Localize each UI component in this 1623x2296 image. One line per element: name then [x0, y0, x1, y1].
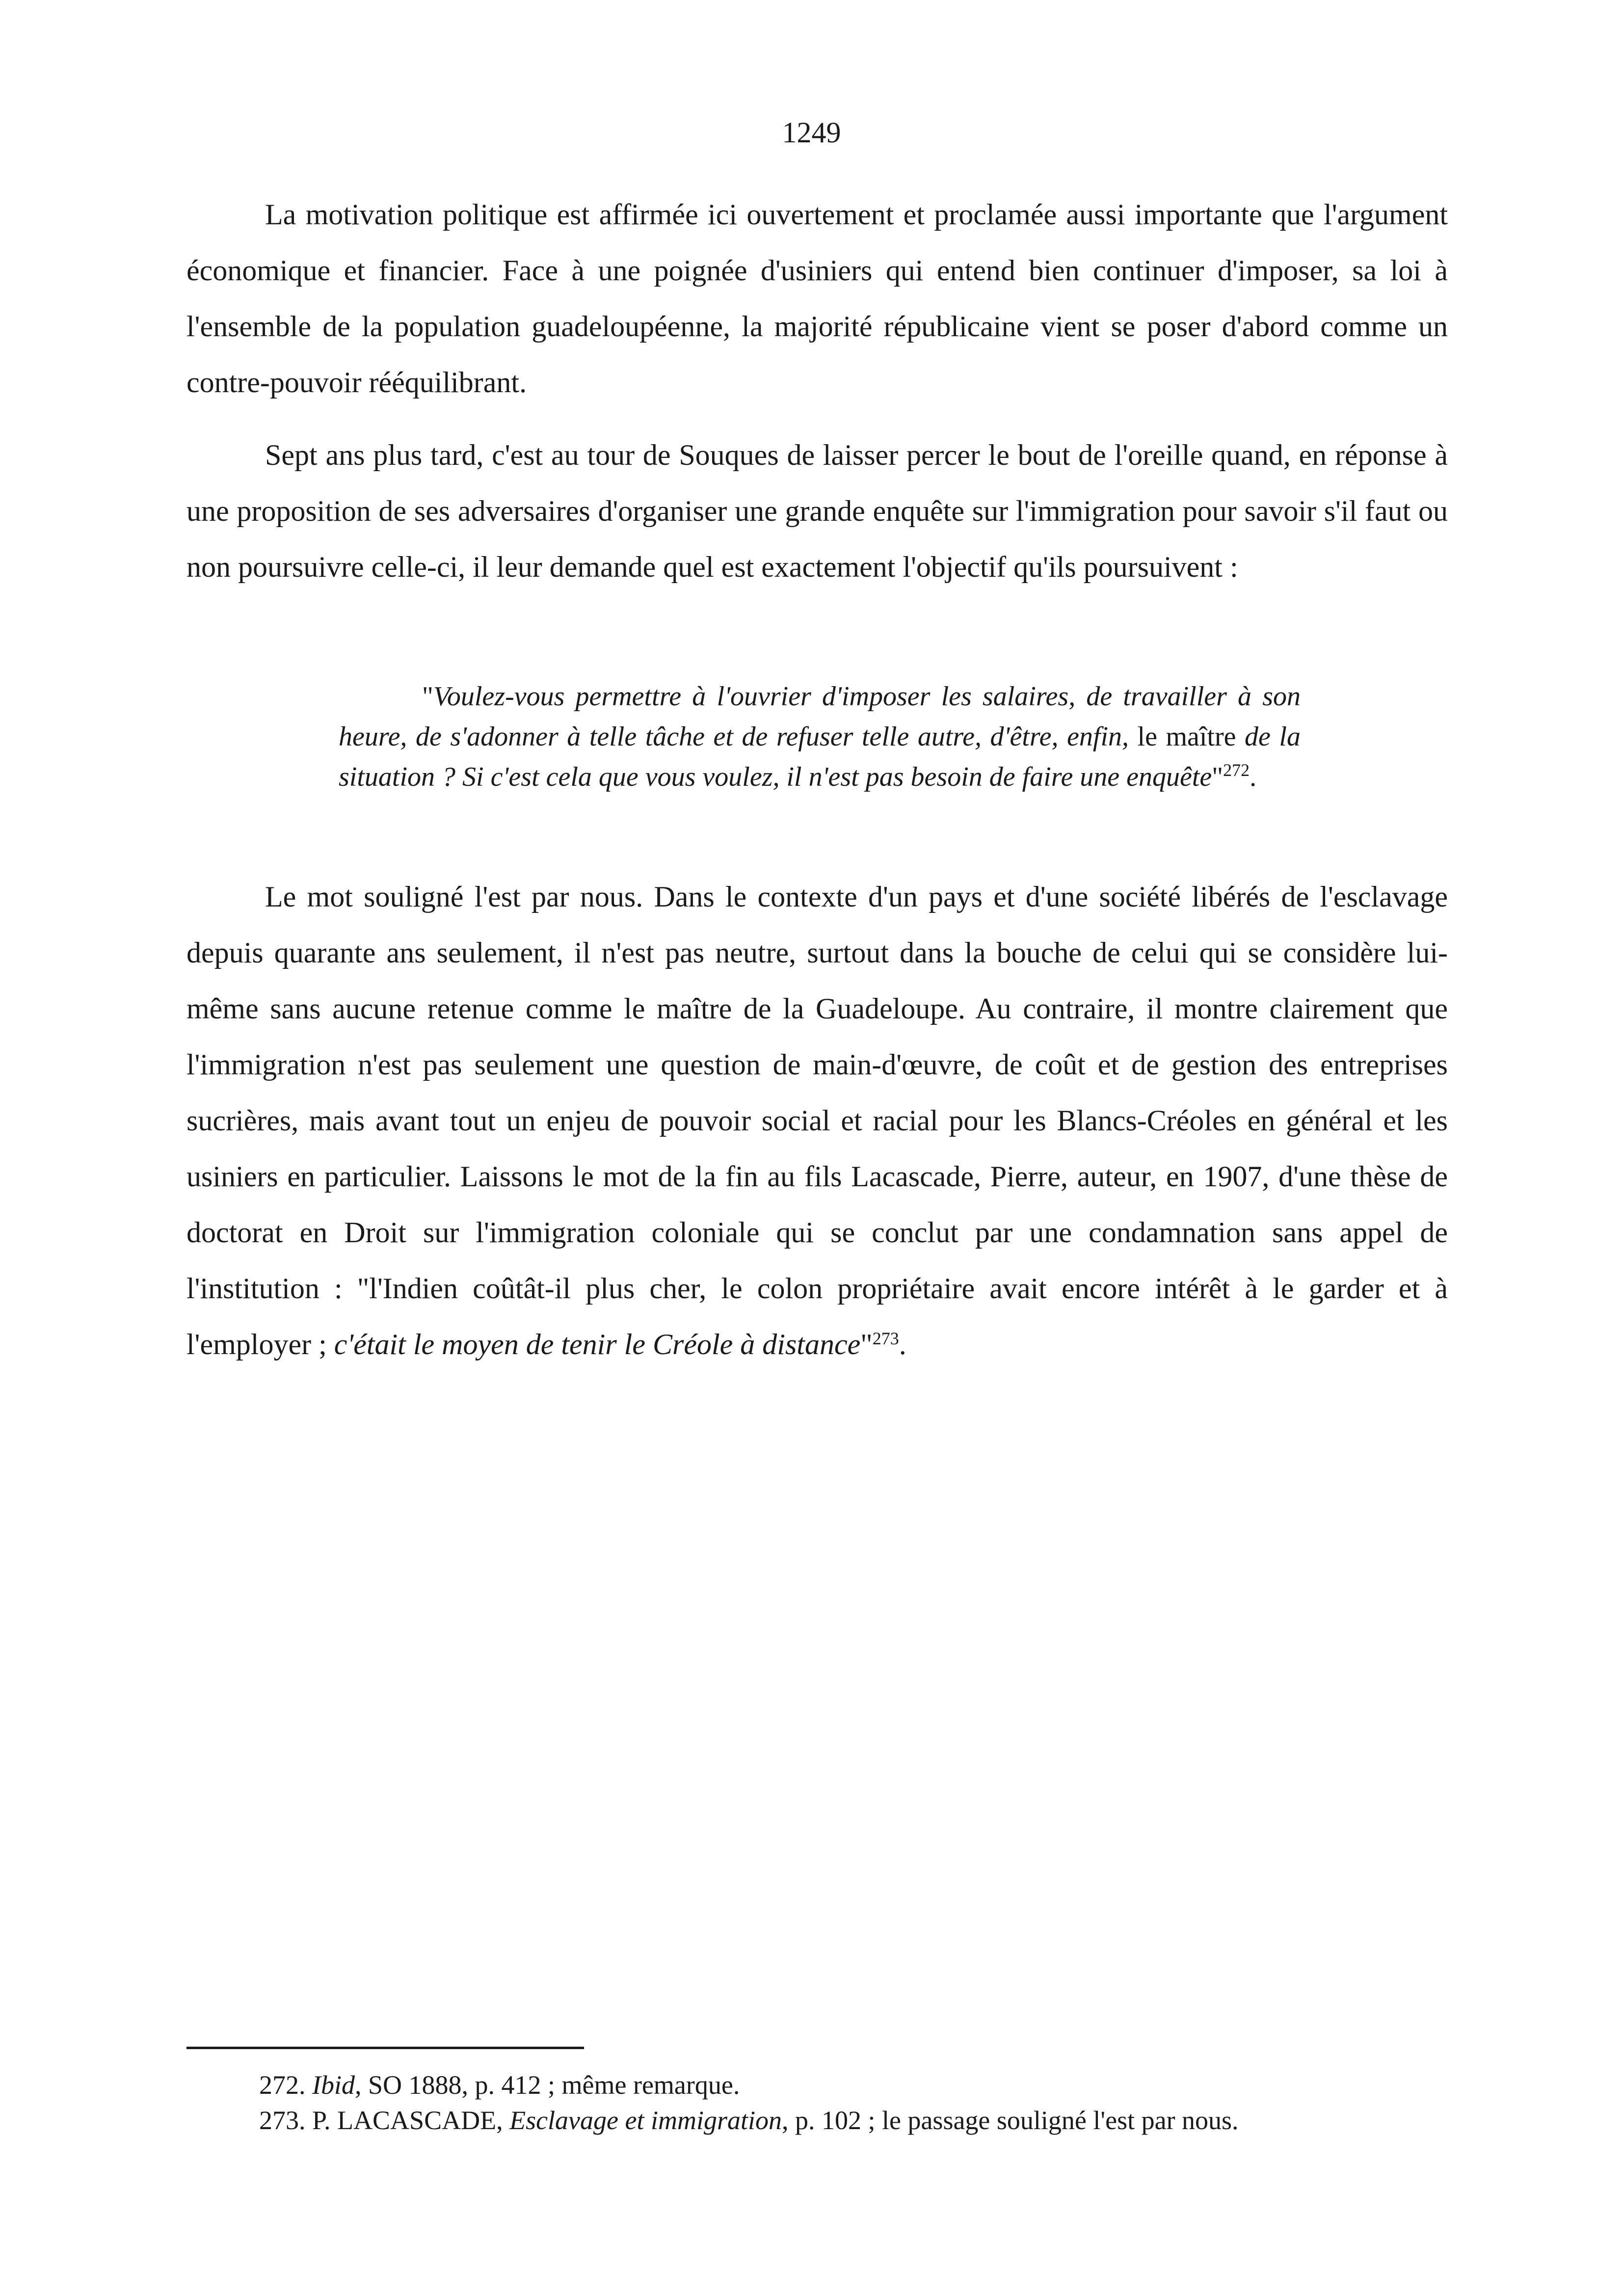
paragraph-3-end: . [899, 1328, 906, 1361]
footnote-separator [186, 2047, 584, 2049]
footnote-ref-272: 272 [1223, 760, 1250, 780]
quote-roman-part: le maître [1137, 721, 1236, 752]
paragraph-3-text: Le mot souligné l'est par nous. Dans le contexte d'un pays et d'une société libérés de l'esclavage depuis quarante ans seulement, il n'est pas neutre, surtout dans la bouche de celui qui se considère lui-même sans aucune retenue comme le maître de la Guadeloupe. Au contraire, il montre clairement que l'immigration n'est pas seulement une question de main-d'œuvre, de coût et de gestion des entreprises sucrières, mais avant tout un enjeu de pouvoir social et racial pour les Blancs-Créoles en général et les usiniers en particulier. Laissons le mot de la fin au fils Lacascade, Pierre, auteur, en 1907, d'une thèse de doctorat en Droit sur l'immigration coloniale qui se conclut par une condamnation sans appel de l'institution : "l'Indien coûtât-il plus cher, le colon propriétaire avait encore intérêt à le garder et à l'employer ; [186, 881, 1448, 1361]
page-number: 1249 [782, 116, 841, 149]
footnote-number: 273. [259, 2106, 306, 2135]
paragraph-3-close-mark: " [860, 1328, 873, 1361]
footnote-text: , SO 1888, p. 412 ; même remarque. [355, 2070, 740, 2100]
quote-close-mark: " [1212, 762, 1224, 792]
paragraph-underlined-word [186, 869, 1448, 1372]
footnote-italic: Esclavage et immigration [509, 2106, 782, 2135]
paragraph-3-italic-end: c'était le moyen de tenir le Créole à distance [334, 1328, 861, 1361]
footnote-text: , p. 102 ; le passage souligné l'est par nous. [781, 2106, 1239, 2135]
quote-open-mark: " [422, 681, 433, 712]
quote-end: . [1250, 762, 1257, 792]
footnote-ref-273: 273 [872, 1329, 899, 1348]
block-quote [339, 676, 1301, 797]
paragraph-souques: Sept ans plus tard, c'est au tour de Souques de laisser percer le bout de l'oreille quand, en réponse à une proposition de ses adversaires d'organiser une grande enquête sur l'immigration pour savoir s'il faut ou non poursuivre celle-ci, il leur demande quel est exactement l'objectif qu'ils poursuivent : [186, 439, 1448, 583]
footnote-number: 272. [259, 2070, 306, 2100]
quote-italic-part-1: Voulez-vous permettre à l'ouvrier d'imposer les salaires, de travailler à son heure, de s'adonner à telle tâche et de refuser telle autre, d'être, enfin, [339, 681, 1301, 752]
footnote-author: P. LACASCADE, [312, 2106, 503, 2135]
paragraph-political-motivation: La motivation politique est affirmée ici ouvertement et proclamée aussi importante que l'argument économique et financier. Face à une poignée d'usiniers qui entend bien continuer d'imposer, sa loi à l'ensemble de la population guadeloupéenne, la majorité républicaine vient se poser d'abord comme un contre-pouvoir rééquilibrant. [186, 198, 1448, 399]
footnote-273 [259, 2103, 1239, 2138]
quote-italic-part-2: de la situation ? Si c'est cela que vous voulez, il n'est pas besoin de faire une enquête [339, 721, 1301, 792]
footnote-italic: Ibid [312, 2070, 355, 2100]
footnote-272 [259, 2067, 740, 2103]
